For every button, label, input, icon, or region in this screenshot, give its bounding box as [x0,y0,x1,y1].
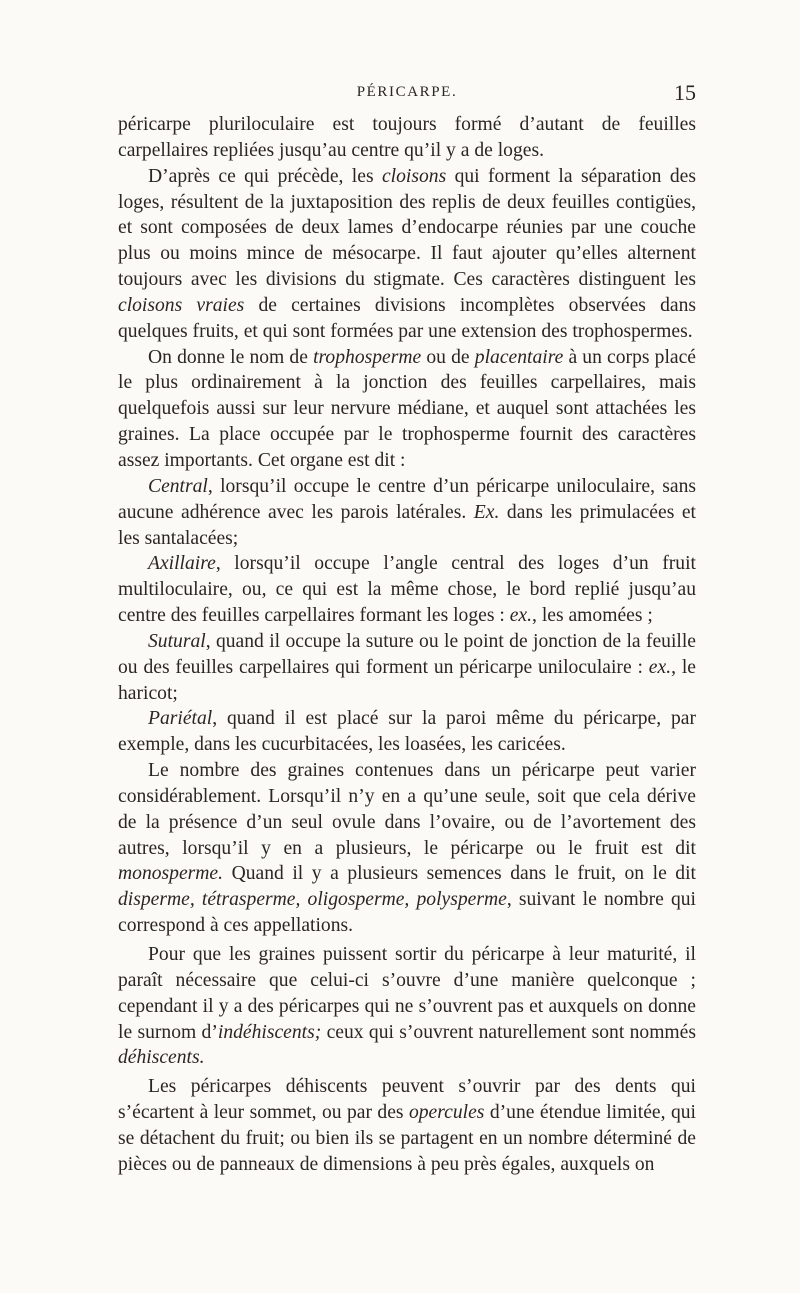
italic-term: cloisons [381,165,447,187]
text-run: Le nombre des graines contenues dans un péricarpe peut varier considérablement. Lorsqu’il n’y en a qu’une seule, soit que cela dérive de la présence d’un seul ovule dans l’ovaire, ou de l’avortement des autres, lorsqu’il y en a plusieurs, le péricarpe ou le fruit est dit [118,760,696,859]
italic-term: ex. [648,656,672,678]
italic-term: trophosperme [313,346,422,368]
paragraph-continuation [118,112,696,164]
italic-term: opercules [408,1102,485,1124]
italic-term: ex. [509,605,533,627]
italic-term: Ex. [473,501,500,523]
text-run: Les péricarpes déhiscents peuvent s’ouvrir par des dents qui s’écartent à leur sommet, ou par des [118,1076,696,1124]
paragraph-cloisons [118,164,696,345]
text-run: , suivant le nombre qui correspond à ces appellations. [118,889,696,937]
paragraph-dehiscents [118,1074,696,1177]
italic-term: cloisons vraies [118,294,245,316]
paragraph-parietal [118,706,696,758]
paragraph-axillaire [118,551,696,629]
text-run: qui forment la séparation des loges, résultent de la juxtaposition des replis de deux feuilles contigües, et sont composées de deux lames d’endocarpe réunies par une couche plus ou moins mince de mésocarpe. Il faut ajouter qu’elles alternent toujours avec les divisions du stigmate. Ces caractères distinguent les [118,165,696,291]
text-run: , lorsqu’il occupe le centre d’un péricarpe uniloculaire, sans aucune adhérence avec les parois latérales. [118,475,696,523]
text-run: ou de [421,346,475,368]
text-run: péricarpe pluriloculaire est toujours formé d’autant de feuilles carpellaires repliées jusqu’au centre qu’il y a de loges. [118,114,696,161]
text-run: , le haricot; [118,656,696,704]
page-number: 15 [674,80,696,105]
italic-term: Axillaire [148,553,216,575]
text-run: à un corps placé le plus ordinairement à la jonction des feuilles carpellaires, mais quelquefois aussi sur leur nervure médiane, et auquel sont attachées les graines. La place occupée par le trophosperme fournit des caractères assez importants. Cet organe est dit : [118,346,696,471]
paragraph-dehiscence [118,942,696,1071]
text-run: , les amomées ; [532,605,653,627]
paragraph-central [118,474,696,552]
italic-term: placentaire [474,346,564,368]
text-run: dans les primulacées et les santalacées; [118,501,696,549]
italic-term: Central [148,475,208,497]
italic-term: Pariétal [148,708,213,730]
text-run: d’une étendue limitée, qui se détachent du fruit; ou bien ils se partagent en un nombre déterminé de pièces ou de panneaux de dimensions à peu près égales, auxquels on [118,1102,696,1175]
paragraph-trophosperme [118,345,696,474]
text-run: Quand il y a plusieurs semences dans le fruit, on le dit [223,863,696,885]
italic-term: déhiscents. [118,1047,205,1069]
body-text [118,112,696,1178]
text-run: , quand il occupe la suture ou le point de jonction de la feuille ou des feuilles carpellaires qui forment un péricarpe uniloculaire : [118,630,696,678]
text-run: Pour que les graines puissent sortir du péricarpe à leur maturité, il paraît nécessaire que celui-ci s’ouvre d’une manière quelconque ; cependant il y a des péricarpes qui ne s’ouvrent pas et auxquels on donne le surnom d’ [118,944,696,1043]
text-run: D’après ce qui précède, les [148,165,382,187]
text-run: , quand il est placé sur la paroi même du péricarpe, par exemple, dans les cucurbitacées, les loasées, les caricées. [118,708,696,756]
text-run: , lorsqu’il occupe l’angle central des loges d’un fruit multiloculaire, ou, ce qui est la même chose, le bord replié jusqu’au centre des feuilles carpellaires formant les loges : [118,553,696,627]
text-run: de certaines divisions incomplètes observées dans quelques fruits, et qui sont formées par une extension des trophospermes. [118,294,696,342]
italic-term: Sutural [148,630,206,652]
paragraph-sutural [118,629,696,707]
italic-term: disperme, tétrasperme, oligosperme, polysperme [118,889,507,911]
text-run: ceux qui s’ouvrent naturellement sont nommés [321,1021,696,1043]
italic-term: indéhiscents; [217,1021,322,1043]
running-head [118,80,696,114]
paragraph-nombre-graines [118,758,696,939]
text-run: On donne le nom de [148,346,314,368]
italic-term: monosperme. [118,863,224,885]
running-title: PÉRICARPE. [356,84,458,100]
